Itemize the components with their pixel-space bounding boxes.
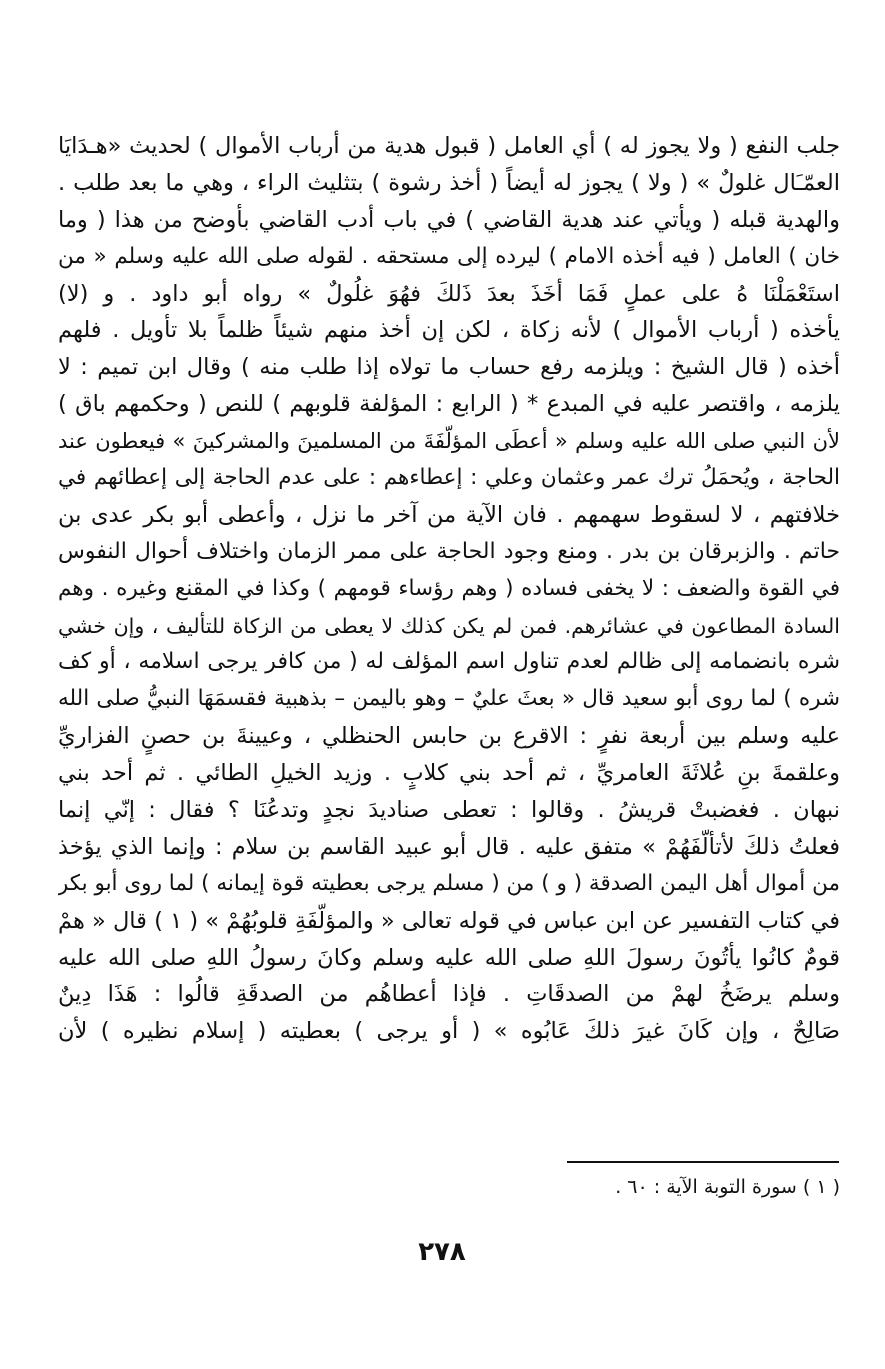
text-line: صَالِحٌ ، وإن كَانَ غيرَ ذلكَ عَابُوه » ( أو يرجى ) بعطيته ( إسلام نظيره ) لأن	[58, 1018, 840, 1045]
text-line: وعلقمةَ بنِ عُلاثَةَ العامريِّ ، ثم أحد بني كلابٍ . وزيد الخيلِ الطائي . ثم أحد بني	[58, 760, 840, 787]
text-line: يلزمه ، واقتصر عليه في المبدع * ( الرابع : المؤلفة قلوبهم ) للنص ( وحكمهم باق )	[58, 391, 840, 418]
text-line: من أموال أهل اليمن الصدقة ( و ) من ( مسلم يرجى بعطيته قوة إيمانه ) لما روى أبو بكر	[58, 870, 840, 896]
text-line: الحاجة ، ويُحمَلُ ترك عمر وعثمان وعلي : إعطاءهم : على عدم الحاجة إلى إعطائهم في	[58, 465, 840, 491]
text-line: جلب النفع ( ولا يجوز له ) أي العامل ( قبول هدية من أرباب الأموال ) لحديث «هـدَايَا	[58, 133, 840, 159]
text-line: أخذه ( قال الشيخ : ويلزمه رفع حساب ما تولاه إذا طلب منه ) وقال ابن تميم : لا	[58, 354, 840, 381]
text-line: شره ) لما روى أبو سعيد قال « بعثَ عليٌ – وهو باليمن – بذهبية فقسمَهَا النبيُّ صلى الله	[58, 686, 840, 712]
text-line: خلافتهم ، لا لسقوط سهمهم . فان الآية من آخر ما نزل ، وأعطى أبو بكر عدى بن	[58, 501, 840, 528]
text-line: شره بانضمامه إلى ظالم لعدم تناول اسم المؤلف له ( من كافر يرجى اسلامه ، أو كف	[58, 649, 840, 675]
text-line: في القوة والضعف : لا يخفى فساده ( وهم رؤساء قومهم ) وكذا في المقنع وغيره . وهم	[58, 575, 840, 601]
footnote: ( ١ ) سورة التوبة الآية : ٦٠ .	[615, 1176, 840, 1198]
text-line: خان ) العامل ( فيه أخذه الامام ) ليرده إلى مستحقه . لقوله صلى الله عليه وسلم « من	[58, 243, 840, 269]
text-line: حاتم . والزبرقان بن بدر . ومنع وجود الحاجة على ممر الزمان واختلاف أحوال النفوس	[58, 538, 840, 564]
text-line: والهدية قبله ( ويأتي عند هدية القاضي ) في باب أدب القاضي بأوضح من هذا ( وما	[58, 206, 840, 233]
footnote-divider	[567, 1161, 839, 1163]
text-line: العمّـَال غلولٌ » ( ولا ) يجوز له أيضاً ( أخذ رشوة ) بتثليث الراء ، وهي ما بعد طلب .	[58, 169, 840, 196]
text-line: فعلتُ ذلكَ لأتألّفَهُمْ » متفق عليه . قال أبو عبيد القاسم بن سلام : وإنما الذي يؤخذ	[58, 833, 840, 860]
text-line: وسلم يرضَخُ لهمْ من الصدقَاتِ . فإذا أعطاهُم من الصدقَةِ قالُوا : هَذَا دِينٌ	[58, 981, 840, 1008]
body-text	[58, 128, 840, 1050]
text-line: السادة المطاعون في عشائرهم. فمن لم يكن كذلك لا يعطى من الزكاة للتأليف ، وإن خشي	[58, 613, 840, 638]
text-line: لأن النبي صلى الله عليه وسلم « أعطَى المؤلّفَةَ من المسلمينَ والمشركينَ » فيعطون عند	[58, 429, 840, 454]
text-line: استَعْمَلْنَا هُ على عملٍ فَمَا أخَذَ بعدَ ذَلكَ فهُوَ غلُولٌ » رواه أبو داود . و (لا)	[58, 280, 840, 307]
text-line: عليه وسلم بين أربعة نفرٍ : الاقرع بن حابس الحنظلي ، وعيينةَ بن حصنٍ الفزاريِّ	[58, 723, 840, 750]
text-line: قومٌ كانُوا يأتُونَ رسولَ اللهِ صلى الله عليه وسلم وكانَ رسولُ اللهِ صلى الله عليه	[58, 944, 840, 971]
text-line: في كتاب التفسير عن ابن عباس في قوله تعالى « والمؤلّفَةِ قلوبُهُمْ » ( ١ ) قال « همْ	[58, 907, 840, 934]
text-line: يأخذه ( أرباب الأموال ) لأنه زكاة ، لكن إن أخذ منهم شيئاً ظلماً بلا تأويل . فلهم	[58, 317, 840, 344]
text-line: نبهان . فغضبتْ قريشُ . وقالوا : تعطى صناديدَ نجدٍ وتدعُنَا ؟ فقال : إنّي إنما	[58, 797, 840, 824]
page-number: ٢٧٨	[418, 1237, 466, 1267]
